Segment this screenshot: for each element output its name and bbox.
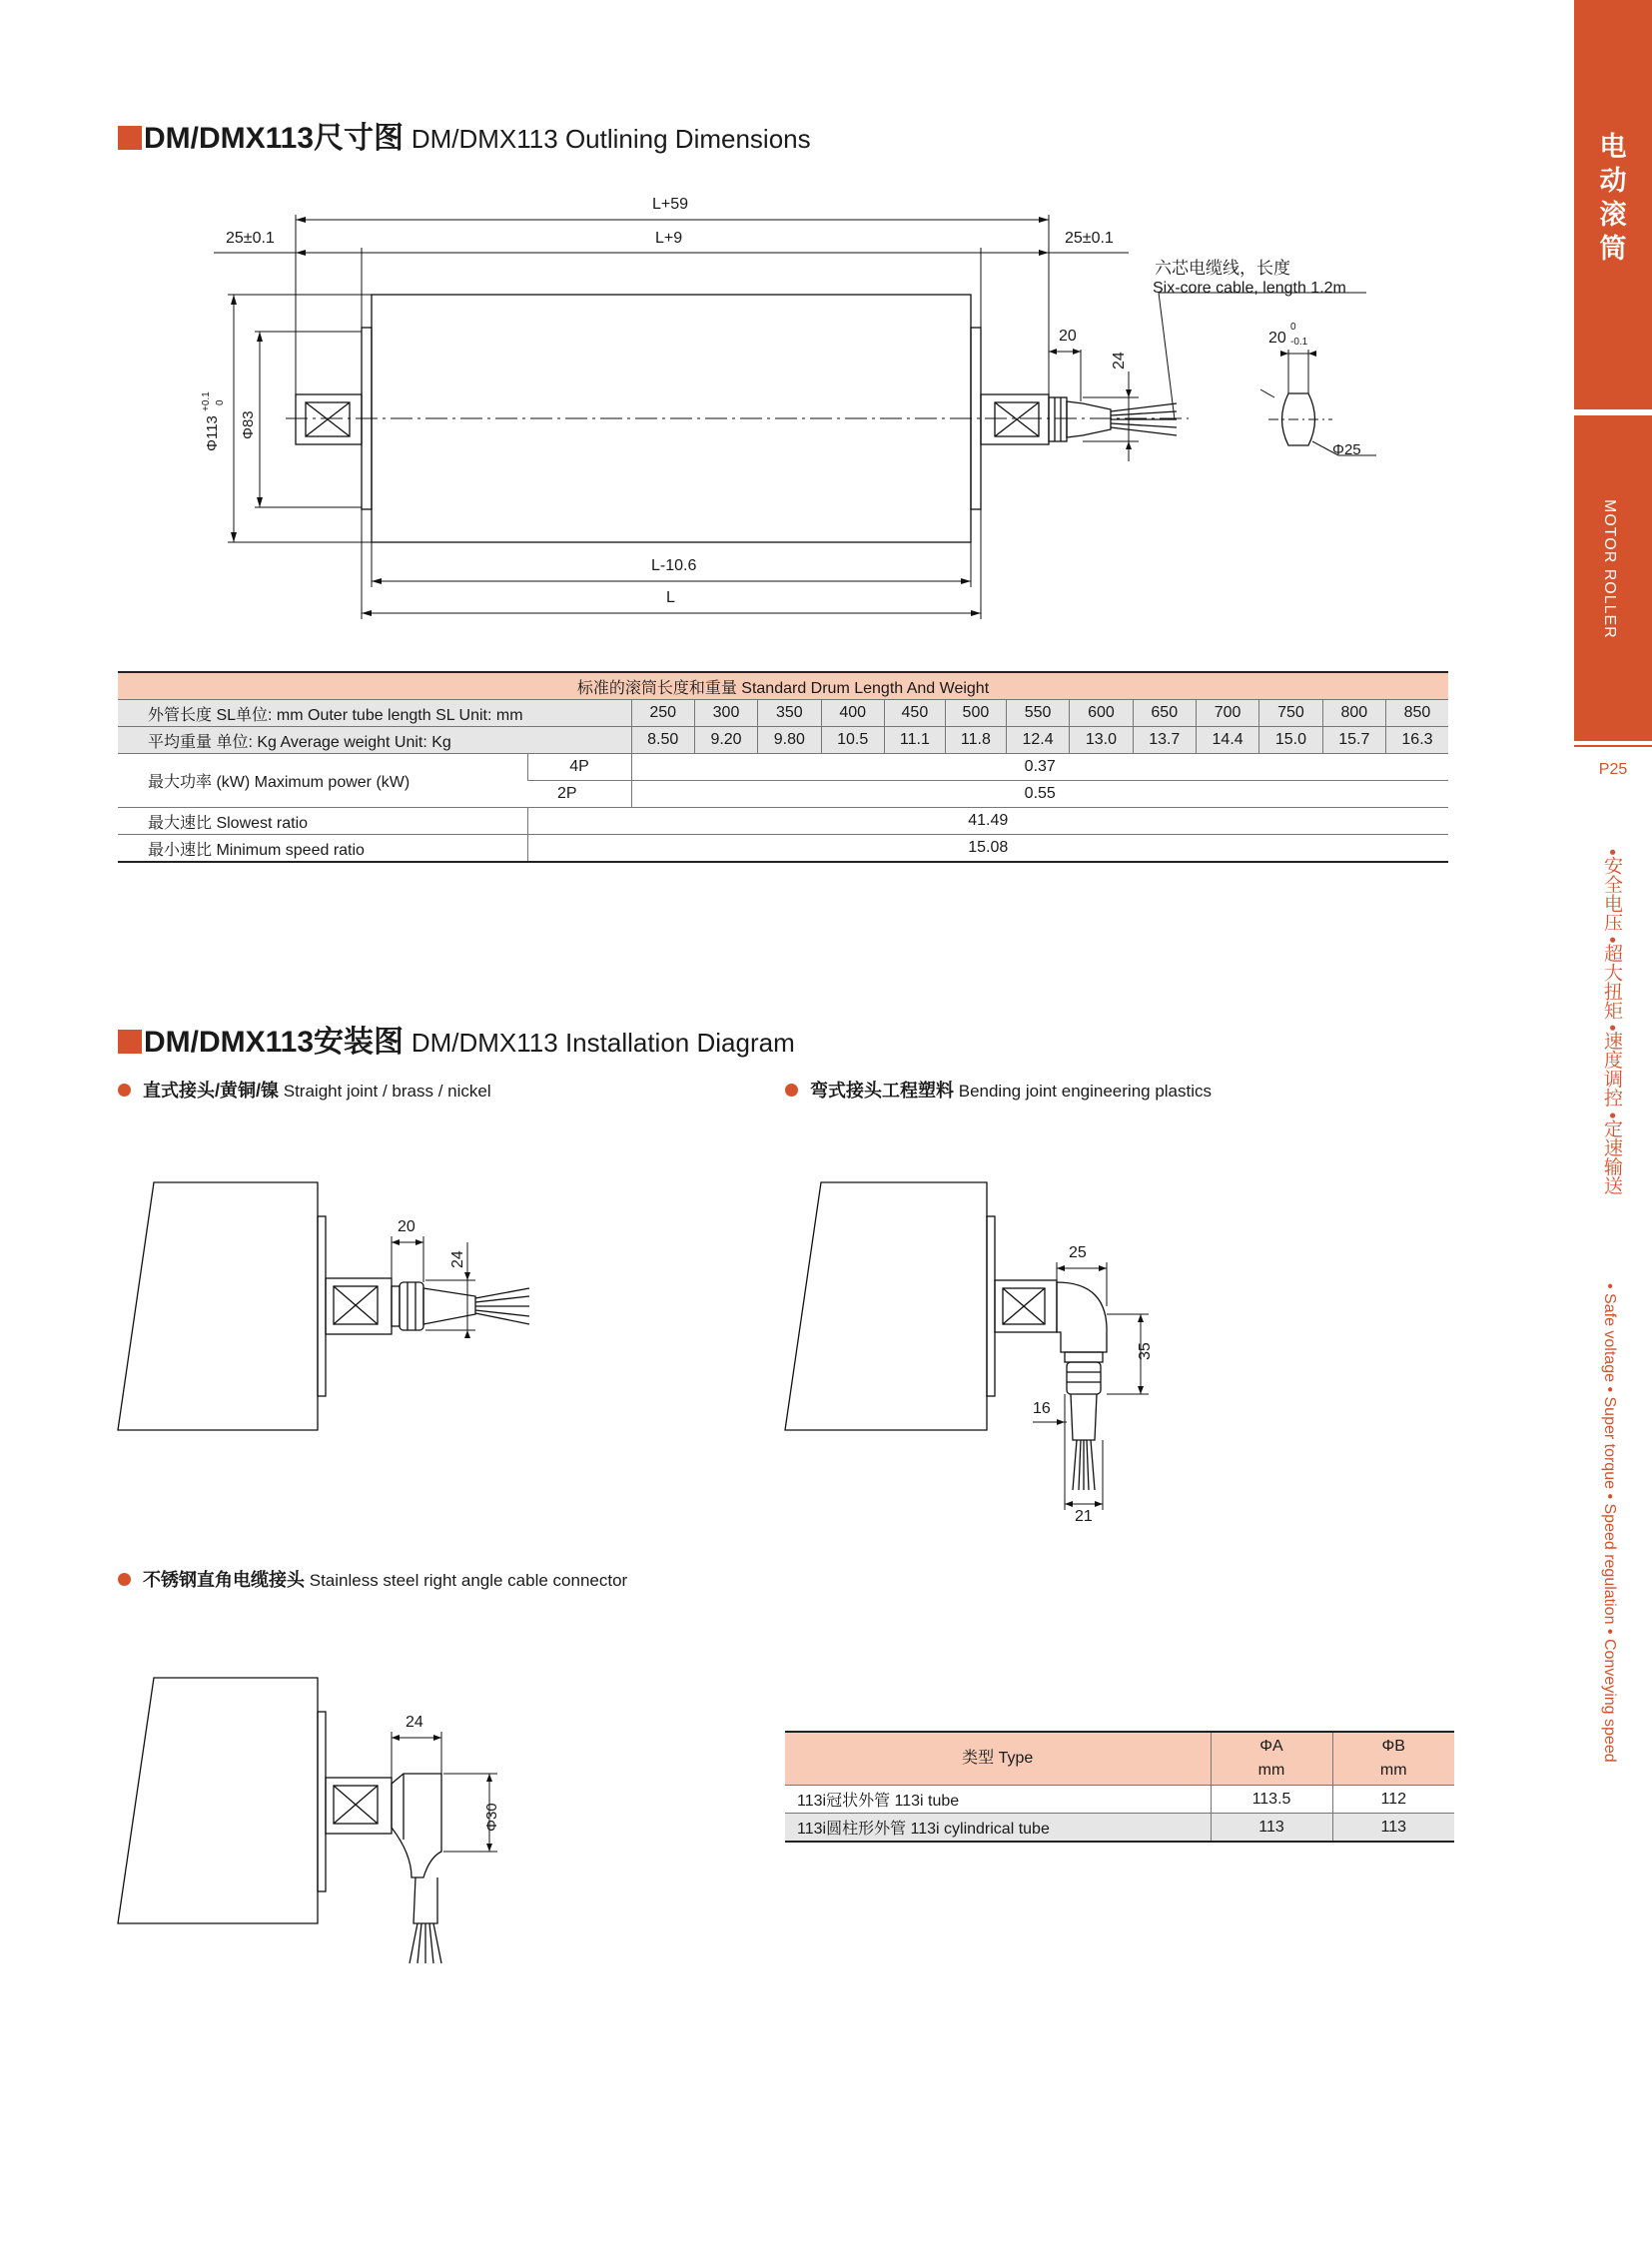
dim-shaft-left: 25±0.1 (226, 230, 275, 247)
sidebar-features-cn: •安全电压 •超大扭矩 •速度调控 •定速输送 (1601, 849, 1622, 1195)
dim-phi25: Φ25 (1332, 441, 1361, 458)
slowest-ratio-row: 最大速比 Slowest ratio 41.49 (118, 808, 1448, 835)
dim-phi113: Φ113 $^{+0.1}$ $_0$ (201, 391, 226, 451)
dim-shaft-right: 25±0.1 (1065, 230, 1114, 247)
table-row: 113i冠状外管 113i tube 113.5 112 (785, 1786, 1454, 1814)
power-2p-row: 2P 0.55 (118, 781, 1448, 808)
bending-dim-35: 35 (1137, 1342, 1154, 1360)
length-row: 外管长度 SL单位: mm Outer tube length SL Unit: mm 250 300 350 400 450 500 550 600 650 700 750 800 850 (118, 700, 1448, 727)
straight-joint-drawing (118, 1182, 529, 1430)
dim-l106: L-10.6 (651, 557, 697, 574)
cable-gland (1049, 397, 1067, 441)
stainless-connector-drawing (118, 1678, 497, 1963)
cable-note-en: Six-core cable, length 1.2m (1153, 280, 1346, 297)
bending-joint-drawing (785, 1182, 1149, 1510)
sidebar-divider (1574, 745, 1652, 747)
bullet-bending-joint: 弯式接头工程塑料 Bending joint engineering plastics (785, 1077, 1212, 1103)
dim-phi83: Φ83 (240, 410, 257, 439)
drum-spec-table (118, 671, 1448, 863)
bullet-stainless-connector: 不锈钢直角电缆接头 Stainless steel right angle cable connector (118, 1566, 627, 1592)
section-title-dimensions: DM/DMX113尺寸图 DM/DMX113 Outlining Dimensions (118, 113, 811, 157)
section-title-installation: DM/DMX113安装图 DM/DMX113 Installation Diagram (118, 1017, 795, 1061)
outline-dimension-drawing (0, 0, 1558, 659)
cable-note-cn: 六芯电缆线，长度 (1155, 259, 1290, 278)
cable-sleeve (1067, 401, 1111, 437)
table-row: 113i圆柱形外管 113i cylindrical tube 113 113 (785, 1814, 1454, 1843)
bullet-dot (118, 1084, 131, 1097)
cable-wires (1111, 403, 1177, 435)
minimum-ratio-row: 最小速比 Minimum speed ratio 15.08 (118, 835, 1448, 863)
sidebar-features-en: • Safe voltage • Super torque • Speed regulation • Conveying speed (1601, 1283, 1618, 1763)
type-table-header: 类型 Type ΦA mm ΦB mm (785, 1732, 1454, 1786)
dim-20: 20 (1059, 328, 1077, 345)
bending-dim-16: 16 (1033, 1400, 1051, 1417)
weight-row: 平均重量 单位: Kg Average weight Unit: Kg 8.50 9.20 9.80 10.5 11.1 11.8 12.4 13.0 13.7 14.4 15.0 15.7 16.3 (118, 727, 1448, 754)
installation-drawings (0, 1138, 1298, 1967)
straight-dim-24: 24 (449, 1250, 466, 1268)
sidebar-title-cn: 电 动 滚 筒 (1599, 132, 1627, 264)
dim-l59: L+59 (652, 196, 689, 213)
sidebar-title-en: MOTOR ROLLER (1601, 499, 1618, 639)
bending-dim-21: 21 (1075, 1508, 1093, 1525)
straight-dim-20: 20 (398, 1218, 415, 1235)
bullet-dot (785, 1084, 798, 1097)
bending-dim-25: 25 (1069, 1244, 1087, 1261)
bullet-straight-joint: 直式接头/黄铜/镍 Straight joint / brass / nickel (118, 1077, 491, 1103)
spec-table-caption-row: 标准的滚筒长度和重量 Standard Drum Length And Weight (118, 672, 1448, 700)
dim-24: 24 (1111, 352, 1128, 370)
page-number: P25 (1598, 761, 1628, 778)
stainless-dim-phi30: Φ30 (483, 1803, 500, 1832)
dim-l9: L+9 (655, 230, 683, 247)
tube-type-table (785, 1731, 1454, 1843)
dim-20-tol: 20 0 -0.1 (1268, 322, 1308, 348)
stainless-dim-24: 24 (406, 1714, 423, 1731)
dim-l: L (666, 589, 675, 606)
section-marker (118, 1030, 142, 1054)
power-4p-row: 最大功率 (kW) Maximum power (kW) 4P 0.37 (118, 754, 1448, 781)
